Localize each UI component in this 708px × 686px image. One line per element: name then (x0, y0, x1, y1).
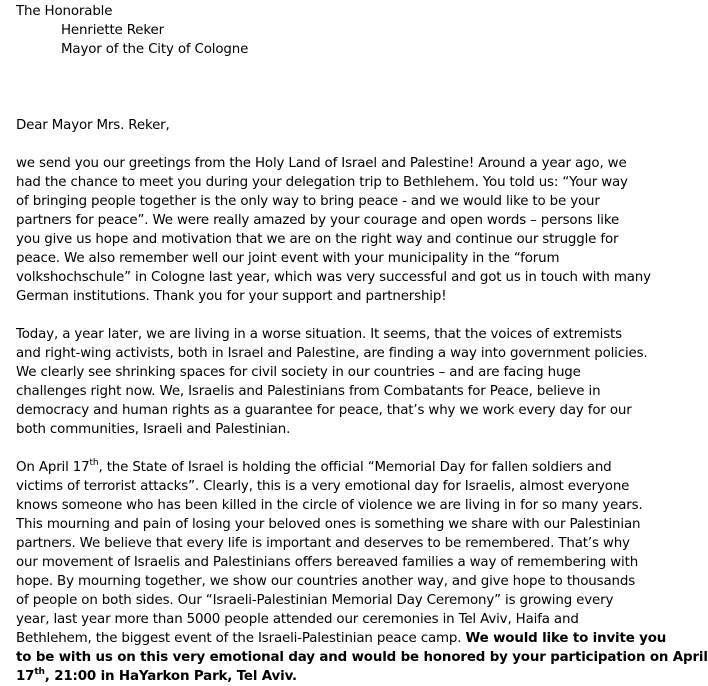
text-line: both communities, Israeli and Palestinian. (16, 422, 291, 437)
invitation-emphasis: We would like to invite you (465, 631, 667, 646)
invitation-date-line (16, 667, 616, 686)
text-fragment: On April 17 (16, 460, 90, 475)
text-line: partners. We believe that every life is important and deserves to be remembered. That’s why (16, 536, 630, 551)
text-line: partners for peace”. We were really amazed by your courage and open words – persons like (16, 213, 620, 228)
text-line: peace. We also remember well our joint event with your municipality in the “forum (16, 251, 560, 266)
text-line: had the chance to meet you during your delegation trip to Bethlehem. You told us: “Your way (16, 175, 628, 190)
text-line: knows someone who has been killed in the circle of violence we are living in for so many years. (16, 498, 643, 513)
text-line: year, last year more than 5000 people attended our ceremonies in Tel Aviv, Haifa and (16, 612, 579, 627)
recipient-name: Henriette Reker (61, 23, 164, 38)
address-block (16, 2, 616, 59)
text-line: We clearly see shrinking spaces for civil society in our countries – and are facing huge (16, 365, 581, 380)
text-line: you give us hope and motivation that we are on the right way and continue our struggle for (16, 232, 619, 247)
ordinal-suffix: th (34, 666, 45, 677)
paragraph-situation (16, 325, 648, 439)
text-line: victims of terrorist attacks”. Clearly, this is a very emotional day for Israelis, almost everyone (16, 479, 630, 494)
text-line: of people on both sides. Our “Israeli-Palestinian Memorial Day Ceremony” is growing every (16, 593, 614, 608)
text-fragment: Bethlehem, the biggest event of the Israeli-Palestinian peace camp. (16, 631, 466, 646)
text-line (16, 458, 616, 477)
letter-page (16, 2, 708, 686)
paragraph-invitation (16, 457, 708, 686)
text-line: we send you our greetings from the Holy Land of Israel and Palestine! Around a year ago, we (16, 156, 627, 171)
text-line: German institutions. Thank you for your support and partnership! (16, 289, 447, 304)
text-line: challenges right now. We, Israelis and Palestinians from Combatants for Peace, believe in (16, 384, 601, 399)
text-line: Today, a year later, we are living in a worse situation. It seems, that the voices of extremists (16, 327, 622, 342)
invitation-emphasis: to be with us on this very emotional day and would be honored by your participation on April (16, 650, 708, 665)
text-fragment: , the State of Israel is holding the official “Memorial Day for fallen soldiers and (98, 460, 612, 475)
recipient-title: Mayor of the City of Cologne (61, 42, 249, 57)
text-line: of bringing people together is the only way to bring peace - and we would like to be your (16, 194, 600, 209)
text-line (16, 629, 667, 648)
salutation: Dear Mayor Mrs. Reker, (16, 118, 170, 133)
address-honorific: The Honorable (16, 4, 113, 19)
text-line: and right-wing activists, both in Israel and Palestine, are finding a way into government policies. (16, 346, 648, 361)
text-line: democracy and human rights as a guarantee for peace, that’s why we work every day for our (16, 403, 632, 418)
text-fragment: , 21:00 in HaYarkon Park, Tel Aviv. (44, 669, 297, 684)
text-line: our movement of Israelis and Palestinians offers bereaved families a way of remembering with (16, 555, 639, 570)
text-line: hope. By mourning together, we show our countries another way, and give hope to thousands (16, 574, 636, 589)
text-line: This mourning and pain of losing your beloved ones is something we share with our Palestinian (16, 517, 641, 532)
ordinal-suffix: th (89, 457, 99, 468)
text-fragment: 17 (16, 669, 35, 684)
text-line: volkshochschule” in Cologne last year, which was very successful and got us in touch with many (16, 270, 651, 285)
paragraph-greetings (16, 154, 651, 306)
